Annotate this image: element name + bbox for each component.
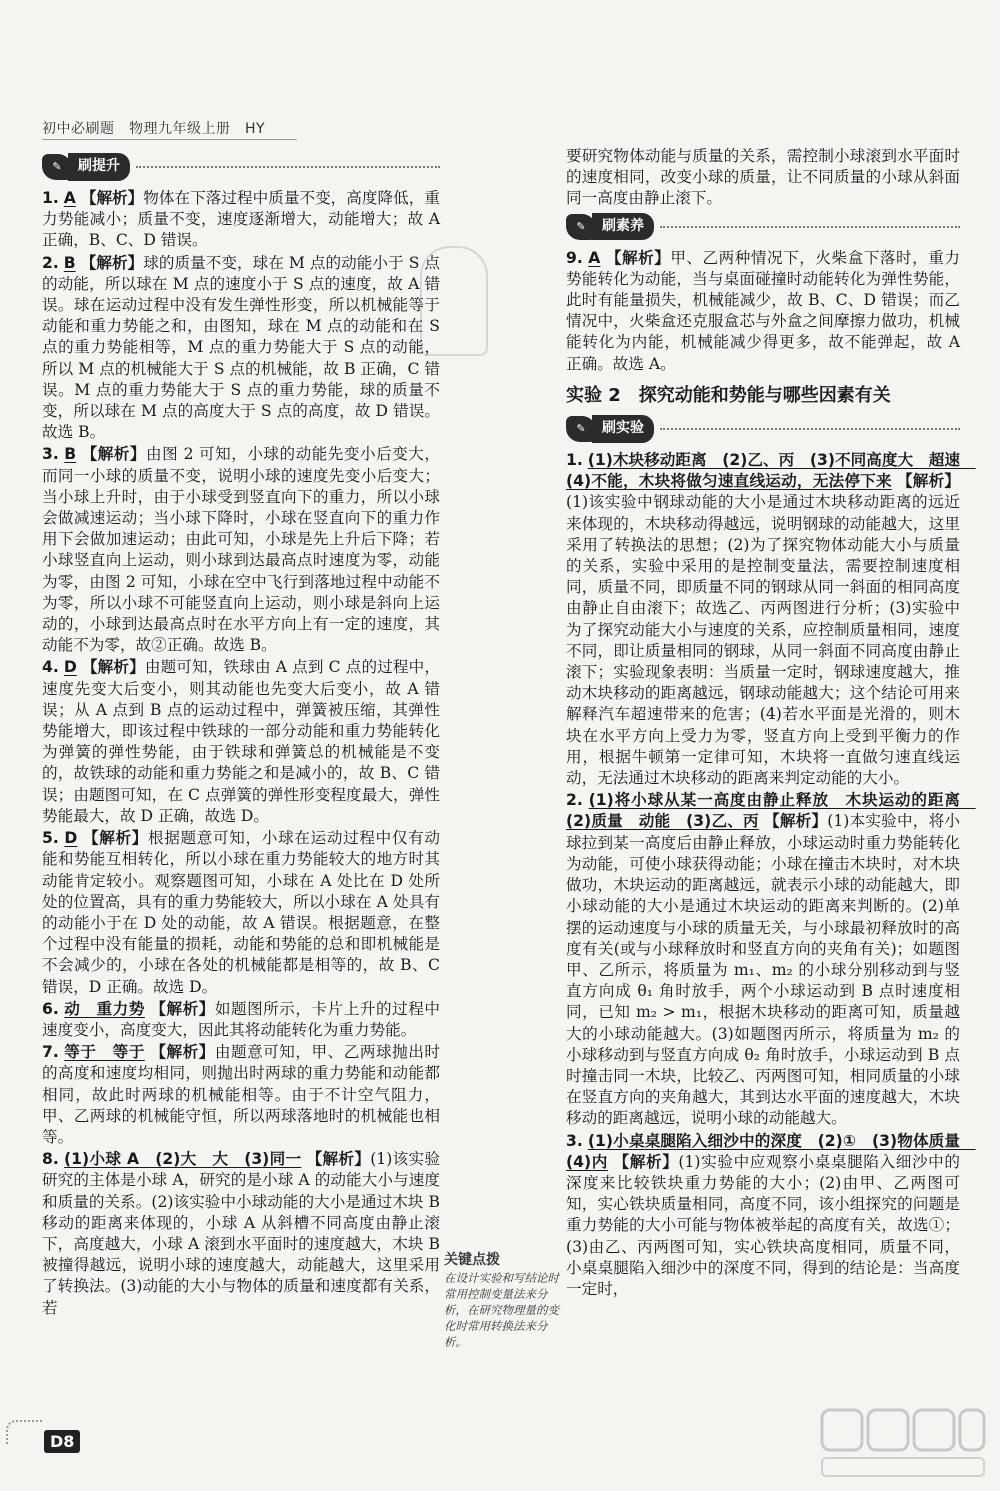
section-rule xyxy=(136,166,440,168)
analysis-text: (1)实验中应观察小桌桌腿陷入细沙中的深度来比较铁块重力势能的大小；(2)由甲、乙两图可知，实心铁块质量相同，高度不同，该小组探究的问题是重力势能的大小可能与物体被举起的高度有关，故选①；(3)由乙、丙两图可知，实心铁块高度相同，质量不同，小桌桌腿陷入细沙中的深度不同，得到的结论是：当高度一定时， xyxy=(566,1152,960,1298)
answer-item-2 xyxy=(42,253,440,444)
item-number: 3. xyxy=(566,1131,583,1150)
analysis-tag: 【解析】 xyxy=(80,189,144,207)
section-badge-tisheng xyxy=(42,152,440,182)
answer-item-1 xyxy=(42,188,440,252)
sidenote-title: 关键点拨 xyxy=(444,1252,500,1268)
sidenote-text: 在设计实验和写结论时常用控制变量法来分析，在研究物理量的变化时常用转换法来分析。 xyxy=(444,1271,559,1349)
item-number: 9. xyxy=(566,248,583,267)
running-header: 初中必刷题 物理九年级上册 HY xyxy=(42,121,266,137)
corner-decoration xyxy=(6,1420,42,1444)
analysis-text: 由图 2 可知，小球的动能先变小后变大，而同一小球的质量不变，说明小球的速度先变小后变大；当小球上升时，由于小球受到竖直向下的重力，所以小球会做减速运动；当小球下降时，小球在竖直向下的重力作用下会做加速运动；由此可知，小球是先上升后下降；若小球竖直向上运动，则小球到达最高点时速度为零，动能为零，由图 2 可知，小球在空中飞行到落地过程中动能不为零，所以小球不可能竖直向上运动，则小球是斜向上运动的，小球到达最高点时在水平方向上有一定的速度，其动能不为零，故②正确。故选 B。 xyxy=(42,445,440,655)
answer-item-6 xyxy=(42,999,440,1041)
section-rule xyxy=(660,428,960,430)
analysis-tag: 【解析】 xyxy=(605,248,671,267)
answer-item-7 xyxy=(42,1042,440,1148)
section-badge-shiyan xyxy=(566,414,960,444)
analysis-text: 甲、乙两种情况下，火柴盒下落时，重力势能转化为动能，当与桌面碰撞时动能转化为弹性势能，此时有能量损失，机械能减少，故 B、C、D 错误；而乙情况中，火柴盒还克服盒芯与外盒之间摩擦力做功，机械能转化为内能，机械能减少得更多，故不能弹起，故 A 正确。故选 A。 xyxy=(566,248,960,373)
header-rule xyxy=(42,139,297,140)
item-number: 1. xyxy=(42,189,59,207)
analysis-text: (1)本实验中，将小球拉到某一高度后由静止释放，小球运动时重力势能转化为动能，可使小球获得动能；小球在撞击木块时，对木块做功，木块运动的距离越远，就表示小球的动能越大，即小球动能的大小是通过木块运动的距离来判断的。(2)单摆的运动速度与小球的质量无关，与小球最初释放时的高度有关(或与小球释放时和竖直方向的夹角有关)；如题图甲、乙所示，将质量为 m₁、m₂ 的小球分别移动到与竖直方向成 θ₁ 角时放手，两个小球运动到 B 点时速度相同，已知 m₂ > m₁，根据木块移动的距离可知，质量越大的小球动能越大。(3)如题图丙所示，将质量为 m₂ 的小球移动到与竖直方向成 θ₂ 角时放手，小球运动到 B 点时撞击同一木块，比较乙、丙两图可知，相同质量的小球在竖直方向的夹角越大，其到达水平面的速度越大，木块移动的距离越远，说明小球的动能越大。 xyxy=(566,812,960,1128)
answer-key: (1)小球 A (2)大 大 (3)同一 xyxy=(64,1150,302,1169)
analysis-tag: 【解析】 xyxy=(896,472,960,491)
answer-item-3 xyxy=(42,444,440,656)
page-number: D8 xyxy=(44,1430,80,1453)
analysis-tag: 【解析】 xyxy=(306,1150,371,1169)
analysis-text: 由题意可知，甲、乙两球抛出时的高度和速度均相同，则抛出时两球的重力势能和动能都相同，故此时两球的机械能相等。由于不计空气阻力，甲、乙两球的机械能守恒，所以两球落地时的机械能也相等。 xyxy=(42,1043,440,1146)
answer-key: 动 重力势 xyxy=(64,999,145,1018)
analysis-text: 由题可知，铁球由 A 点到 C 点的过程中，速度先变大后变小，则其动能也先变大后变小，故 A 错误；从 A 点到 B 点的运动过程中，弹簧被压缩，其弹性势能增大，即该过程中铁球的一部分动能和重力势能转化为弹簧的弹性势能，由于铁球和弹簧总的机械能是不变的，故铁球的动能和重力势能之和是减小的，故 B、C 错误；由题图可知，在 C 点弹簧的弹性形变程度最大，弹性势能最大，故 D 正确，故选 D。 xyxy=(42,658,440,825)
analysis-tag: 【解析】 xyxy=(764,812,828,831)
item-number: 3. xyxy=(42,445,59,464)
answer-item-8 xyxy=(42,1149,440,1319)
analysis-text: 球的质量不变，球在 M 点的动能小于 S 点的动能，所以球在 M 点的速度小于 S 点的速度，故 A 错误。球在运动过程中没有发生弹性形变，所以机械能等于动能和重力势能之和，由图知，球在 M 点的动能和在 S 点的重力势能相等，M 点的重力势能大于 S 点的动能，所以 M 点的机械能大于 S 点的机械能，故 B 正确，C 错误。M 点的重力势能大于 S 点的重力势能，球的质量不变，所以球在 M 点的高度大于 S 点的高度，故 D 错误。故选 B。 xyxy=(42,253,440,442)
item-number: 1. xyxy=(566,451,583,470)
experiment-item-1 xyxy=(566,450,976,789)
analysis-text: (1)该实验研究的主体是小球 A，研究的是小球 A 的动能大小与速度和质量的关系。(2)该实验中小球动能的大小是通过木块 B 移动的距离来体现的，小球 A 从斜槽不同高度由静止滚下，高度越大，小球 A 滚到水平面时的速度越大，木块 B 被撞得越远，说明小球的速度越大，动能越大，这里采用了转换法。(3)动能的大小与物体的质量和速度都有关系，若 xyxy=(42,1150,440,1317)
key-tip-sidenote xyxy=(444,1252,562,1350)
section-label: 刷素养 xyxy=(592,213,654,240)
answer-key: 等于 等于 xyxy=(64,1043,145,1062)
analysis-text: 要研究物体动能与质量的关系，需控制小球滚到水平面时的速度相同，改变小球的质量，让不同质量的小球从斜面同一高度由静止滚下。 xyxy=(566,147,960,208)
answer-key: A xyxy=(63,189,76,207)
answer-key: B xyxy=(63,253,76,272)
section-label: 刷提升 xyxy=(68,153,130,180)
analysis-text: 物体在下落过程中质量不变，高度降低，重力势能减小；质量不变，速度逐渐增大，动能增大；故 A 正确，B、C、D 错误。 xyxy=(42,189,440,250)
analysis-tag: 【解析】 xyxy=(150,1043,215,1062)
right-column xyxy=(566,146,976,1301)
experiment-item-3 xyxy=(566,1131,976,1301)
answer-key: D xyxy=(63,658,77,677)
item-number: 7. xyxy=(42,1043,59,1062)
analysis-tag: 【解析】 xyxy=(80,253,144,272)
answer-key: (1)小桌桌腿陷入细沙中的深度 (2)① (3)物体质量 (4)内 xyxy=(566,1131,976,1171)
section-label: 刷实验 xyxy=(592,415,654,442)
answer-key: B xyxy=(64,445,77,464)
item-number: 6. xyxy=(42,999,59,1018)
answer-key: A xyxy=(588,248,601,267)
answer-item-9 xyxy=(566,248,960,375)
answer-key: (1)将小球从某一高度由静止释放 木块运动的距离 (2)质量 动能 (3)乙、丙 xyxy=(566,791,976,831)
answer-key: D xyxy=(64,829,78,848)
section-rule xyxy=(660,226,960,228)
brand-logo xyxy=(818,1402,988,1482)
analysis-tag: 【解析】 xyxy=(81,445,146,464)
section-badge-suyang xyxy=(566,212,960,242)
analysis-tag: 【解析】 xyxy=(81,658,145,677)
item-number: 5. xyxy=(42,829,59,848)
analysis-text: (1)该实验中钢球动能的大小是通过木块移动距离的远近来体现的，木块移动得越远，说明钢球的动能越大，这里采用了转换法的思想；(2)为了探究物体动能大小与质量的关系，实验中采用的是控制变量法，需要控制速度相同，质量不同，即质量不同的钢球从同一斜面的相同高度由静止自由滚下；故选乙、丙两图进行分析；(3)实验中为了探究动能大小与速度的关系，应控制质量相同，速度不同，即让质量相同的钢球，从同一斜面不同高度由静止滚下；实验现象表明：当质量一定时，钢球速度越大，推动木块移动的距离越远，钢球动能越大；这个结论可用来解释汽车超速带来的危害；(4)若水平面是光滑的，则木块在水平方向上受力为零，竖直方向上受到平衡力的作用，根据牛顿第一定律可知，木块将一直做匀速直线运动，无法通过木块移动的距离来判定动能的大小。 xyxy=(566,493,960,788)
experiment-item-2 xyxy=(566,790,976,1129)
item-number: 4. xyxy=(42,658,59,677)
item-number: 2. xyxy=(42,253,59,272)
brush-icon: ✎ xyxy=(42,154,72,180)
answer-key: (1)木块移动距离 (2)乙、丙 (3)不同高度大 超速 (4)不能，木块将做匀速直线运动，无法停下来 xyxy=(566,451,976,491)
analysis-tag: 【解析】 xyxy=(82,829,149,848)
analysis-tag: 【解析】 xyxy=(150,999,215,1018)
analysis-text: 根据题意可知，小球在运动过程中仅有动能和势能互相转化，所以小球在重力势能较大的地方时其动能肯定较小。观察题图可知，小球在 A 处比在 D 处所处的位置高，具有的重力势能较大，所以小球在 A 处具有的动能小于在 D 处的动能，故 A 错误。根据题意，在整个过程中没有能量的损耗，动能和势能的总和即机械能是不会减少的，小球在各处的机械能都是相等的，故 B、C 错误，D 正确。故选 D。 xyxy=(42,829,440,996)
brush-icon: ✎ xyxy=(566,416,596,442)
item-number: 8. xyxy=(42,1150,59,1169)
left-column xyxy=(42,150,440,1320)
experiment-title: 实验 2 探究动能和势能与哪些因素有关 xyxy=(566,384,891,406)
answer-item-4 xyxy=(42,657,440,827)
answer-item-8-continued xyxy=(566,146,960,210)
answer-item-5 xyxy=(42,828,440,998)
analysis-tag: 【解析】 xyxy=(613,1152,679,1171)
brush-icon: ✎ xyxy=(566,214,596,240)
item-number: 2. xyxy=(566,791,583,810)
analysis-text: 如题图所示，卡片上升的过程中速度变小，高度变大，因此其将动能转化为重力势能。 xyxy=(42,999,440,1039)
